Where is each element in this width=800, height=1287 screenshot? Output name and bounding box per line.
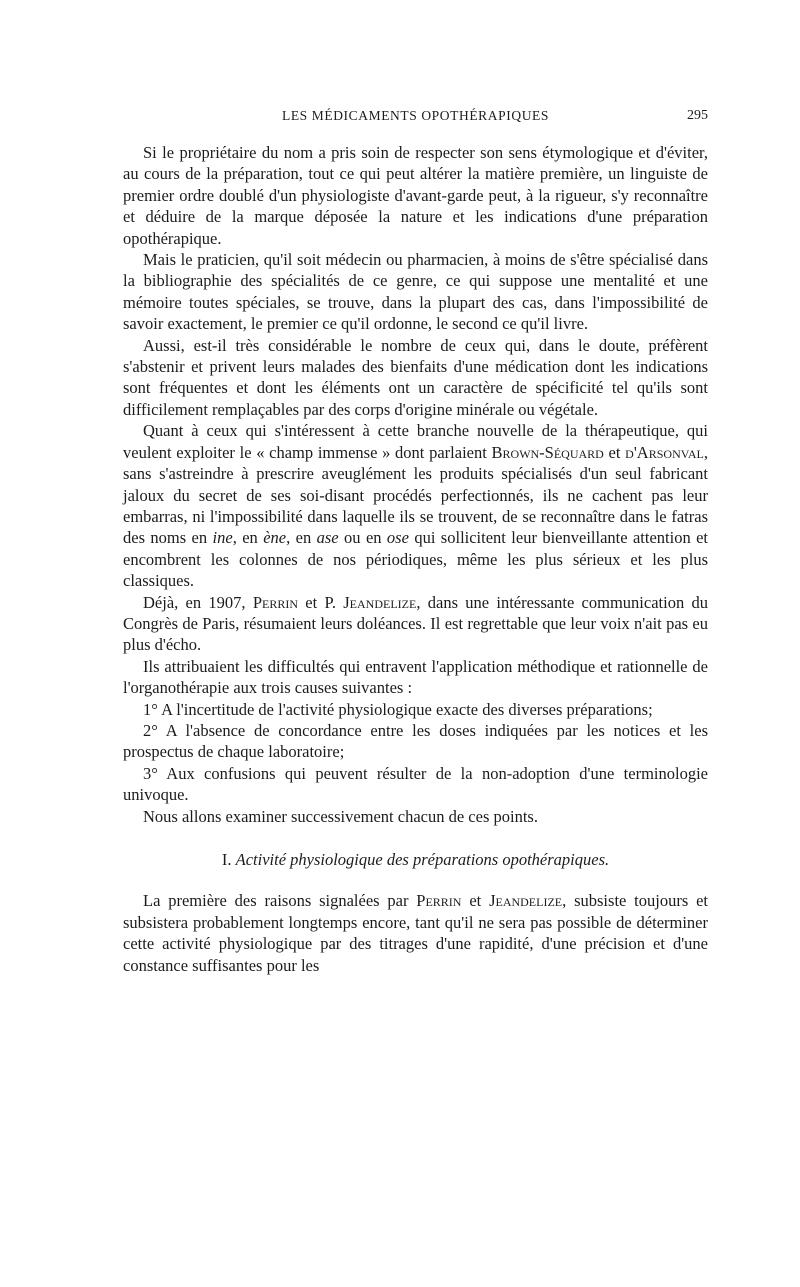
text-run: , en (232, 528, 264, 548)
text-run: , sans s'astreindre à prescrire aveuglément les produits spécialisés d'un seul fabricant jaloux du secret de ses soi-disant procédés perfectionnés, ils ne cachent pas leur embarras, ni l'impossibilité dans laquelle ils se trouvent, de se reconnaître dans le fatras des noms en (123, 442, 708, 548)
section-title: Activité physiologique des préparations opothérapiques. (235, 850, 610, 869)
text-run: et (603, 442, 626, 462)
running-title: LES MÉDICAMENTS OPOTHÉRAPIQUES (281, 108, 549, 123)
text-run: La première des raisons signalées par (143, 891, 417, 911)
author-name: Jeandelize (343, 592, 417, 612)
page-number: 295 (687, 108, 708, 123)
body-text (123, 142, 708, 976)
paragraph: Nous allons examiner successivement chacun de ces points. (143, 806, 538, 826)
suffix-term: ène (263, 528, 287, 548)
paragraph: Si le propriétaire du nom a pris soin de respecter son sens étymologique et d'éviter, au cours de la préparation, tout ce qui peut altérer la matière première, un linguiste de premier ordre doublé d'un physiologiste d'avant-garde peut, à la rigueur, s'y reconnaître et déduire de la marque déposée la nature et les indications d'une préparation opothérapique. (123, 143, 708, 248)
author-name: Brown-Séquard (491, 442, 604, 462)
suffix-term: ose (386, 528, 409, 548)
paragraph (123, 420, 708, 591)
paragraph (123, 592, 708, 656)
paragraph: Ils attribuaient les difficultés qui entravent l'application méthodique et rationnelle de l'organothérapie aux trois causes suivantes : (123, 656, 708, 698)
list-item: 2° A l'absence de concordance entre les doses indiquées par les notices et les prospectus de chaque laboratoire; (123, 720, 708, 762)
list-item: 3° Aux confusions qui peuvent résulter de la non-adoption d'une terminologie univoque. (123, 763, 708, 805)
text-run: Quant à ceux qui s'intéressent à cette branche nouvelle de la thérapeutique, qui veulent exploiter le « champ immense » dont parlaient (123, 421, 708, 462)
suffix-term: ine (212, 528, 233, 548)
author-name: d'Arsonval (625, 442, 704, 462)
suffix-term: ase (316, 528, 339, 548)
book-page (123, 104, 708, 976)
author-name: Perrin (252, 592, 299, 612)
running-header (123, 104, 708, 130)
text-run: qui sollicitent leur bienveillante attention et encombrent les colonnes de nos périodiques, même les plus sérieux et les plus classiques. (123, 528, 709, 591)
author-name: Perrin (416, 891, 462, 911)
list-item: 1° A l'incertitude de l'activité physiologique exacte des diverses préparations; (143, 699, 653, 719)
section-heading (123, 849, 708, 870)
section-number: I. (221, 850, 232, 869)
text-run: et P. (298, 592, 344, 612)
text-run: et (461, 891, 490, 911)
paragraph: Aussi, est-il très considérable le nombre de ceux qui, dans le doute, préfèrent s'abstenir et privent leurs malades des bienfaits d'une médication dont les indications sont fréquentes et dont les éléments ont un caractère de spécificité tel qu'ils sont difficilement remplaçables par des corps d'origine minérale ou végétale. (123, 335, 708, 419)
text-run: , dans une intéressante communication du Congrès de Paris, résumaient leurs doléances. Il est regrettable que leur voix n'ait pas eu plus d'écho. (123, 592, 708, 655)
paragraph: Mais le praticien, qu'il soit médecin ou pharmacien, à moins de s'être spécialisé dans la bibliographie des spécialités de ce genre, ce qui suppose une mentalité et une mémoire toutes spéciales, se trouve, dans la plupart des cas, dans l'impossibilité de savoir exactement, le premier ce qu'il ordonne, le second ce qu'il livre. (123, 250, 708, 334)
text-run: , en (286, 528, 317, 548)
paragraph (123, 890, 708, 976)
text-run: ou en (338, 528, 387, 548)
text-run: Déjà, en 1907, (143, 592, 253, 612)
author-name: Jeandelize (489, 891, 563, 911)
text-run: , subsiste toujours et subsistera probablement longtemps encore, tant qu'il ne sera pas possible de déterminer cette activité physiologique par des titrages d'une rapidité, d'une précision et d'une constance suffisantes pour les (123, 891, 708, 975)
